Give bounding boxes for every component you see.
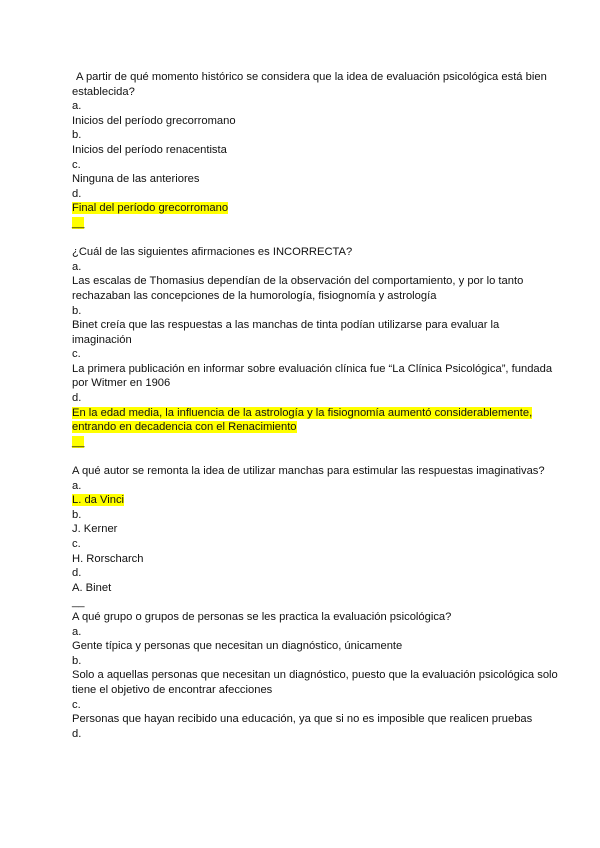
option-letter: c. xyxy=(72,698,81,711)
option-letter: c. xyxy=(72,158,81,171)
option-letter: c. xyxy=(72,348,81,361)
option-text: J. Kerner xyxy=(72,523,118,536)
option-text: Ninguna de las anteriores xyxy=(72,173,200,186)
question-1 xyxy=(72,70,560,231)
answer-mark xyxy=(72,435,560,450)
option-text: Binet creía que las respuestas a las manchas de tinta podían utilizarse para evaluar la imaginación xyxy=(72,319,500,346)
option-letter: a. xyxy=(72,625,82,638)
option-letter: c. xyxy=(72,538,81,550)
option-letter: d. xyxy=(72,187,82,200)
highlighted-answer: L. da Vinci xyxy=(72,494,125,507)
option-text-highlighted xyxy=(72,201,560,216)
option-letter: d. xyxy=(72,567,82,580)
question-text: ¿Cuál de las siguientes afirmaciones es INCORRECTA? xyxy=(72,246,353,259)
option-letter: a. xyxy=(72,100,82,113)
answer-mark xyxy=(72,216,560,231)
option-letter: d. xyxy=(72,727,82,740)
highlighted-answer: Final del período grecorromano xyxy=(72,202,229,215)
answer-mark-text: __ xyxy=(72,435,85,448)
question-text: A partir de qué momento histórico se considera que la idea de evaluación psicológica está bien establecida? xyxy=(72,71,547,98)
option-text: Inicios del período grecorromano xyxy=(72,114,236,127)
option-letter: b. xyxy=(72,304,82,317)
answer-mark: __ xyxy=(72,596,85,609)
option-text: Las escalas de Thomasius dependían de la observación del comportamiento, y por lo tanto rechazaban las concepciones de la humorología, fisiognomía y astrología xyxy=(72,275,524,302)
option-text: La primera publicación en informar sobre evaluación clínica fue “La Clínica Psicológica”, fundada por Witmer en 1906 xyxy=(72,362,553,390)
option-text: Solo a aquellas personas que necesitan un diagnóstico, puesto que la evaluación psicológica solo tiene el objetivo de encontrar afecciones xyxy=(72,669,558,696)
option-text: Gente típica y personas que necesitan un diagnóstico, únicamente xyxy=(72,640,403,653)
option-text: A. Binet xyxy=(72,581,112,594)
option-letter: a. xyxy=(72,260,82,273)
option-text-highlighted xyxy=(72,493,560,508)
option-text: H. Rorscharch xyxy=(72,552,144,565)
option-letter: b. xyxy=(72,129,82,142)
option-letter: b. xyxy=(72,654,82,667)
question-4 xyxy=(72,610,560,741)
option-letter: b. xyxy=(72,508,82,521)
question-2 xyxy=(72,245,560,449)
option-letter: d. xyxy=(72,392,82,405)
option-text: Inicios del período renacentista xyxy=(72,143,227,156)
answer-mark-text: __ xyxy=(72,216,85,229)
option-letter: a. xyxy=(72,479,82,492)
highlighted-answer: En la edad media, la influencia de la astrología y la fisiognomía aumentó considerablemente, entrando en decadencia con el Renacimiento xyxy=(72,406,533,434)
option-text: Personas que hayan recibido una educación, ya que si no es imposible que realicen pruebas xyxy=(72,713,533,726)
option-text-highlighted xyxy=(72,406,560,435)
question-text: A qué grupo o grupos de personas se les practica la evaluación psicológica? xyxy=(72,610,452,623)
question-3 xyxy=(72,464,560,610)
question-text: A qué autor se remonta la idea de utilizar manchas para estimular las respuestas imaginativas? xyxy=(72,465,545,478)
